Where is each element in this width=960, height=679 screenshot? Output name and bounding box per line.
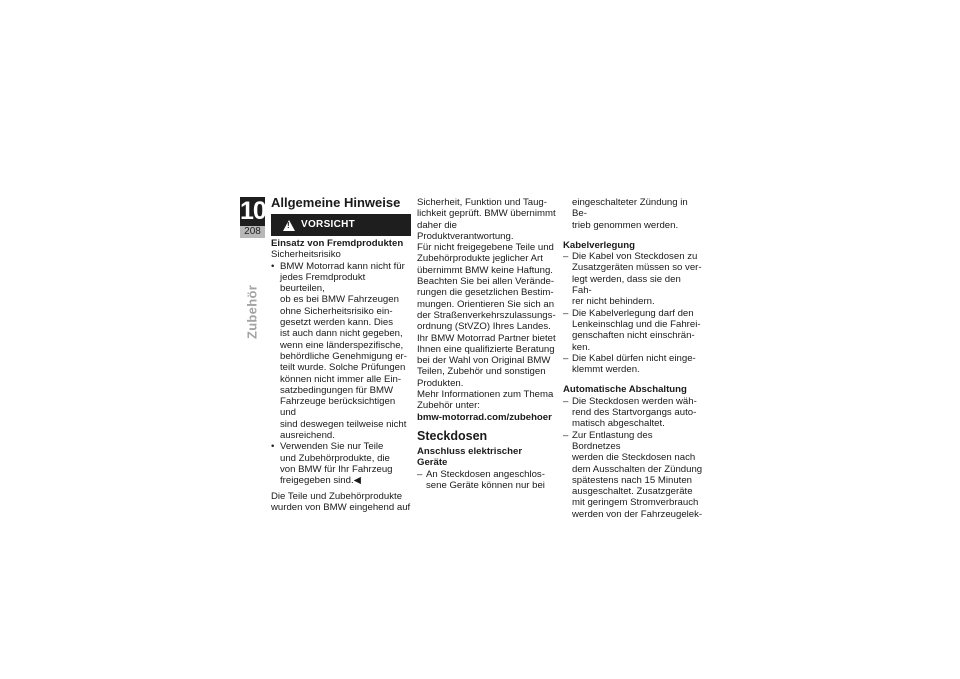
bullet-marker: • <box>271 260 275 272</box>
text-line: Die Kabel dürfen nicht einge- <box>572 352 696 364</box>
text-line: werden die Steckdosen nach <box>572 452 696 464</box>
text-line: sene Geräte können nur bei <box>426 479 545 491</box>
bullet-marker: • <box>271 441 275 453</box>
text-line: Die Steckdosen werden wäh- <box>572 395 697 407</box>
column-3 <box>563 197 703 520</box>
warning-triangle-icon <box>283 220 295 231</box>
text-line: Geräte <box>417 457 448 469</box>
text-line: Die Teile und Zubehörprodukte <box>271 490 403 502</box>
dash-item <box>563 308 703 353</box>
warning-label: VORSICHT <box>301 219 356 231</box>
dash-item <box>563 251 703 307</box>
text-line: wurden von BMW eingehend auf <box>271 501 411 513</box>
text-line: BMW Motorrad kann nicht für <box>280 260 405 272</box>
dash-item <box>563 396 703 430</box>
column-2 <box>417 197 556 491</box>
subheading <box>417 446 556 469</box>
text-line: wenn eine länderspezifische, <box>280 339 404 351</box>
text-line: ob es bei BMW Fahrzeugen <box>280 294 399 306</box>
text-line: und Zubehörprodukte, die <box>280 452 390 464</box>
chapter-number: 10 <box>240 197 266 225</box>
text-line: ausgeschaltet. Zusatzgeräte <box>572 486 693 498</box>
accessory-url: bmw-motorrad.com/zubehoer <box>417 411 552 423</box>
text-line: ordnung (StVZO) Ihres Landes. <box>417 321 551 333</box>
text-line: Produkten. <box>417 377 464 389</box>
text-line: Zur Entlastung des Bordnetzes <box>572 429 653 452</box>
text-line: Lenkeinschlag und die Fahrei- <box>572 318 701 330</box>
text-line: sind deswegen teilweise nicht <box>280 418 407 430</box>
bullet-item <box>271 441 411 486</box>
text-line: Zusatzgeräten müssen so ver- <box>572 262 702 274</box>
text-line: Anschluss elektrischer <box>417 445 523 457</box>
text-line: matisch abgeschaltet. <box>572 418 665 430</box>
text-line: lichkeit geprüft. BMW übernimmt <box>417 208 556 220</box>
text-line: freigegeben sind.◀ <box>280 475 361 487</box>
dash-marker: – <box>563 395 569 407</box>
text-line: rungen die gesetzlichen Bestim- <box>417 287 554 299</box>
text-line: genschaften nicht einschrän- <box>572 330 695 342</box>
text-line: Zubehörprodukte jeglicher Art <box>417 253 543 265</box>
text-line: ken. <box>572 341 591 353</box>
page-number: 208 <box>240 226 265 238</box>
text-line: können nicht immer alle Ein- <box>280 373 402 385</box>
text-line: der Straßenverkehrszulassungs- <box>417 309 556 321</box>
text-line: Verwenden Sie nur Teile <box>280 441 384 453</box>
text-line: übernimmt BMW keine Haftung. <box>417 264 553 276</box>
chapter-title-text: Zubehör <box>244 284 260 340</box>
text-line: Zubehör unter: <box>417 400 480 412</box>
text-line: dem Ausschalten der Zündung <box>572 463 703 475</box>
warning-title: Einsatz von Fremdprodukten <box>271 238 404 249</box>
column-1 <box>271 195 411 513</box>
dash-marker: – <box>563 307 569 319</box>
text-line: Ihnen eine qualifizierte Beratung <box>417 343 555 355</box>
text-line: Die Kabel von Steckdosen zu <box>572 251 698 263</box>
bullet-item <box>271 261 411 442</box>
paragraph <box>271 491 411 514</box>
text-line: rend des Startvorgangs auto- <box>572 407 697 419</box>
text-line: ausreichend. <box>280 430 335 442</box>
text-line: Beachten Sie bei allen Verände- <box>417 276 555 288</box>
text-line: rer nicht behindern. <box>572 296 655 308</box>
text-line: klemmt werden. <box>572 364 640 376</box>
text-line: von BMW für Ihr Fahrzeug <box>280 463 393 475</box>
dash-marker: – <box>417 468 423 480</box>
text-line: Ihr BMW Motorrad Partner bietet <box>417 332 556 344</box>
text-line: bei der Wahl von Original BMW <box>417 355 551 367</box>
text-line: behördliche Genehmigung er- <box>280 350 407 362</box>
text-line: eingeschalteter Zündung in Be- <box>572 197 688 220</box>
subheading-cable: Kabelverlegung <box>563 239 635 251</box>
text-line: ist auch dann nicht gegeben, <box>280 328 403 340</box>
chapter-title <box>240 282 265 342</box>
text-line: Fahrzeuge berücksichtigen und <box>280 396 396 419</box>
text-line: Teilen, Zubehör und sonstigen <box>417 366 546 378</box>
subheading-auto-off: Automatische Abschaltung <box>563 384 687 396</box>
text-line: mit geringem Stromverbrauch <box>572 497 699 509</box>
warning-subtitle: Sicherheitsrisiko <box>271 249 341 261</box>
text-line: Sicherheit, Funktion und Taug- <box>417 197 547 208</box>
section-heading-sockets: Steckdosen <box>417 428 488 443</box>
dash-continuation <box>563 197 703 231</box>
text-line: teilt wurde. Solche Prüfungen <box>280 362 406 374</box>
text-line: mungen. Orientieren Sie sich an <box>417 298 555 310</box>
dash-item <box>417 469 556 492</box>
dash-item <box>563 353 703 376</box>
text-line: legt werden, dass sie den Fah- <box>572 273 681 297</box>
dash-marker: – <box>563 429 569 441</box>
dash-marker: – <box>563 251 569 263</box>
dash-marker: – <box>563 352 569 364</box>
text-line: Für nicht freigegebene Teile und <box>417 242 554 254</box>
text-line: spätestens nach 15 Minuten <box>572 474 693 486</box>
text-line: werden von der Fahrzeugelek- <box>572 508 703 520</box>
paragraph <box>417 197 556 412</box>
dash-item <box>563 430 703 520</box>
section-heading: Allgemeine Hinweise <box>271 195 401 210</box>
text-line: gesetzt werden kann. Dies <box>280 317 394 329</box>
text-line: jedes Fremdprodukt beurteilen, <box>280 271 366 295</box>
text-line: Mehr Informationen zum Thema <box>417 389 554 401</box>
warning-banner <box>271 214 411 236</box>
text-line: An Steckdosen angeschlos- <box>426 468 545 480</box>
text-line: satzbedingungen für BMW <box>280 384 394 396</box>
text-line: ohne Sicherheitsrisiko ein- <box>280 305 393 317</box>
text-line: daher die Produktverantwortung. <box>417 219 514 242</box>
text-line: Die Kabelverlegung darf den <box>572 307 694 319</box>
text-line: trieb genommen werden. <box>572 219 679 231</box>
